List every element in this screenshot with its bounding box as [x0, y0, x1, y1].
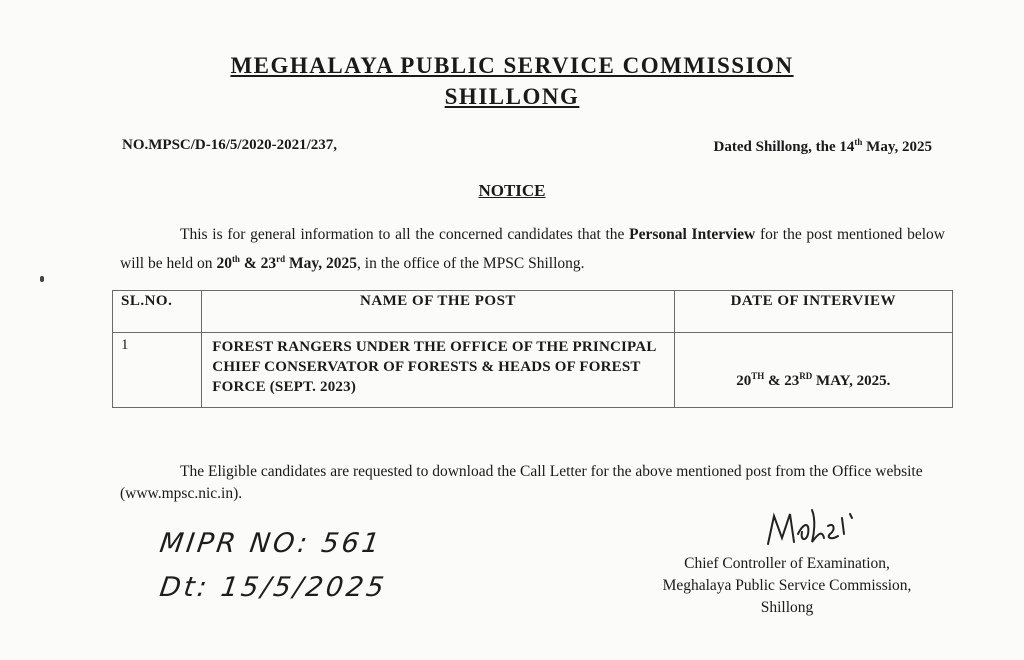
row-date-day1: 20 — [736, 373, 752, 389]
signatory-organisation: Meghalaya Public Service Commission, — [662, 577, 912, 594]
row-interview-date — [674, 333, 952, 408]
notice-paragraph-2: The Eligible candidates are requested to download the Call Letter for the above mentioned post from the Office website (www.mpsc.nic.in). — [120, 463, 923, 502]
signatory-designation: Chief Controller of Examination, — [684, 555, 890, 572]
row-date-day1-sup: TH — [751, 371, 765, 381]
row-sl-no: 1 — [113, 333, 202, 408]
para1-text-c: , in the office of the MPSC Shillong. — [357, 255, 585, 273]
para1-bold: Personal Interview — [629, 226, 756, 243]
issue-date-sup: th — [854, 137, 863, 147]
para1-date-day2-sup: rd — [276, 254, 286, 264]
row-date-day2: 23 — [784, 373, 800, 389]
header-post-name: NAME OF THE POST — [202, 291, 674, 333]
para1-date-day1-sup: th — [231, 254, 240, 264]
scan-speck — [40, 276, 44, 282]
notice-paragraph-1 — [120, 222, 945, 276]
signatory-block — [622, 553, 952, 619]
para1-date — [216, 255, 357, 272]
issue-date — [714, 137, 932, 156]
para1-date-day2: 23 — [260, 255, 277, 273]
interview-table — [112, 290, 953, 408]
header-interview-date: DATE OF INTERVIEW — [674, 291, 952, 333]
row-date-amp: & — [764, 373, 785, 389]
signature-icon — [760, 504, 870, 550]
header-sl-no: SL.NO. — [113, 291, 202, 333]
table-header-row — [113, 291, 953, 333]
table-row — [113, 333, 953, 408]
para1-date-day1: 20 — [216, 255, 232, 273]
commission-title: MEGHALAYA PUBLIC SERVICE COMMISSION — [230, 53, 794, 78]
commission-city: SHILLONG — [444, 84, 580, 109]
row-date-day2-sup: RD — [799, 371, 813, 381]
reference-number: NO.MPSC/D-16/5/2020-2021/237, — [122, 137, 337, 153]
notice-heading: NOTICE — [478, 181, 546, 200]
para1-text-b: for the post mentioned below will be held on — [120, 226, 945, 273]
handwritten-note — [157, 528, 460, 618]
issue-date-prefix: Dated Shillong, the 14 — [713, 139, 855, 155]
handwritten-mipr-number: MIPR NO: 561 — [157, 528, 385, 559]
issue-date-suffix: May, 2025 — [862, 139, 932, 155]
row-date-rest: MAY, 2025. — [812, 373, 891, 389]
para1-date-month: May, 2025 — [285, 255, 358, 273]
para1-text-a: This is for general information to all the concerned candidates that the — [180, 226, 630, 243]
row-post-name: FOREST RANGERS UNDER THE OFFICE OF THE PRINCIPAL CHIEF CONSERVATOR OF FORESTS & HEADS OF FOREST FORCE (SEPT. 2023) — [202, 333, 674, 408]
handwritten-date: Dt: 15/5/2025 — [157, 572, 389, 603]
signatory-location: Shillong — [760, 599, 814, 616]
para1-date-amp: & — [239, 255, 261, 273]
